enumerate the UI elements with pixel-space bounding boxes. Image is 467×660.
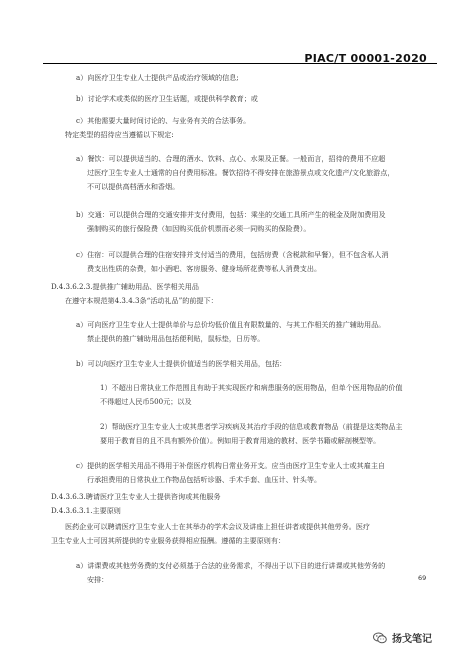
- paragraph-intro: 特定类型的招待应当遵循以下规定:: [65, 130, 174, 139]
- list-item-a-meals-cont1: 过医疗卫生专业人士通常的自付费用标准。餐饮招待不得安排在旅游景点或文化遗产/文化旅游点，: [87, 168, 395, 177]
- document-code: PIAC/T 00001-2020: [304, 52, 427, 65]
- watermark: [373, 630, 432, 645]
- section-heading-d43623: D.4.3.6.2.3.提供推广辅助用品、医学相关用品: [51, 282, 199, 291]
- paragraph-principles-cont: 卫生专业人士可因其所提供的专业服务获得相应报酬。遵循的主要原则有：: [51, 536, 286, 545]
- page-number: 69: [418, 574, 427, 582]
- wechat-icon: [373, 632, 387, 644]
- list-item-a-fees: a）讲课费或其他劳务费的支付必须基于合法的业务需求，不得出于以下目的进行讲课或其他劳务的: [76, 561, 386, 570]
- list-item-c-lodging: c）住宿：可以提供合理的住宿安排并支付适当的费用，包括房费（含税款和早餐），但不包含私人消: [76, 250, 389, 259]
- list-item-b-transport: b）交通：可以提供合理的交通安排并支付费用，包括：乘坐的交通工具所产生的税金及附加费用及: [76, 210, 386, 219]
- list-item-a-fees-cont: 安排：: [87, 575, 109, 584]
- list-item-b-discussion: b）讨论学术或类似的医疗卫生话题，或提供科学教育；或: [76, 94, 258, 103]
- list-item-b-medical: b）可以向医疗卫生专业人士提供价值适当的医学相关用品，包括：: [76, 359, 287, 368]
- sub-item-2-cont: 要用于教育目的且不具有额外价值）。例如用于教育用途的教材、医学书籍或解剖模型等。: [100, 436, 381, 445]
- list-item-c-expense: c）提供的医学相关用品不得用于补偿医疗机构日常业务开支。应当由医疗卫生专业人士或其雇主自: [76, 461, 386, 470]
- sub-item-2: 2）帮助医疗卫生专业人士或其患者学习疾病及其治疗手段的信息或教育物品（前提是这类物品主: [100, 422, 403, 431]
- watermark-text: 扬戈笔记: [392, 634, 432, 645]
- paragraph-principles: 医药企业可以聘请医疗卫生专业人士在其举办的学术会议及讲座上担任讲者或提供其他劳务。医疗: [65, 522, 371, 531]
- list-item-c-other: c）其他需要大量时间讨论的、与业务有关的合法事务。: [76, 116, 251, 125]
- list-item-a-meals-cont2: 不可以提供高档酒水和香烟。: [87, 182, 180, 191]
- section-heading-d43633: D.4.3.6.3.聘请医疗卫生专业人士提供咨询或其他服务: [51, 492, 221, 501]
- sub-item-1: 1）不超出日常执业工作范围且有助于其实现医疗和病患服务的医用物品，但单个医用物品的价值: [100, 383, 403, 392]
- paragraph-premise: 在遵守本规范第4.3.4.3条“活动礼品”的前提下：: [65, 296, 218, 305]
- list-item-a-meals: a）餐饮：可以提供适当的、合理的酒水、饮料、点心、水果及正餐。一般而言，招待的费用不应超: [76, 154, 386, 163]
- header-rule: [43, 63, 437, 64]
- list-item-c-expense-cont: 行承担费用的日常执业工作物品包括听诊器、手术手套、血压计、针头等。: [87, 475, 322, 484]
- list-item-a-promo: a）可向医疗卫生专业人士提供单价与总价均低价值且有限数量的、与其工作相关的推广辅助用品。: [76, 320, 386, 329]
- list-item-c-lodging-cont: 费支出性质的杂费，如小酒吧、客房服务、健身场所花费等私人消费支出。: [87, 264, 322, 273]
- sub-item-1-cont: 不得超过人民币500元；以及: [100, 397, 192, 406]
- list-item-a-info: a）向医疗卫生专业人士提供产品或治疗领域的信息;: [76, 73, 239, 82]
- list-item-a-promo-cont: 禁止提供的推广辅助用品包括便利贴，鼠标垫，日历等。: [87, 334, 265, 343]
- list-item-b-transport-cont: 强制购买的旅行保险费（如因购买低价机票而必须一同购买的保险费）。: [87, 224, 311, 233]
- section-heading-d436331: D.4.3.6.3.1.主要原则: [51, 506, 121, 515]
